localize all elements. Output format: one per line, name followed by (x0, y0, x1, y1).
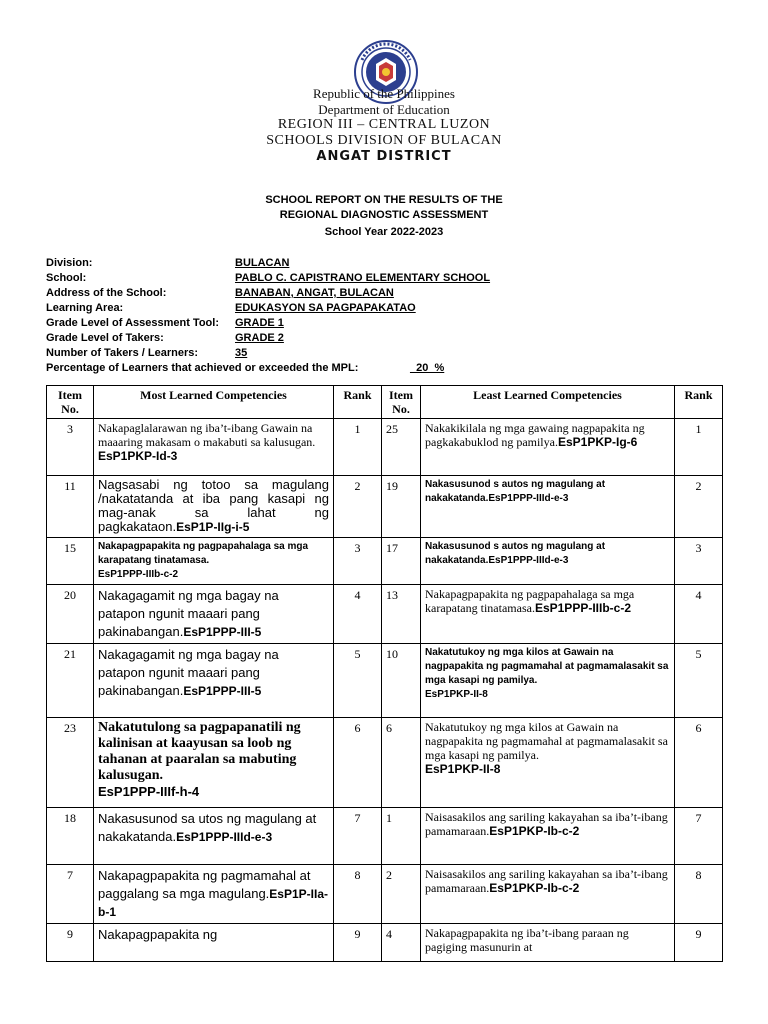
rank: 3 (334, 538, 382, 585)
rank: 4 (334, 585, 382, 644)
table-row (47, 585, 723, 644)
header-country: Republic of the Philippines (313, 86, 455, 101)
item-no: 19 (382, 476, 421, 538)
competency-code: EsP1PPP-IIIb-c-2 (534, 601, 631, 615)
competency-code: EsP1PPP-IIId-e-3 (488, 493, 569, 504)
item-no: 13 (382, 585, 421, 644)
rank: 7 (675, 808, 723, 865)
competency-text: Nakatutukoy ng mga kilos at Gawain na nagpapakita ng pagmamahal at pagmamalasakit sa mga kasapi ng pamilya. (425, 720, 668, 762)
competency-text: Nakapagpapakita ng iba’t-ibang paraan ng pagiging masunurin at (425, 926, 629, 954)
info-value: BANABAN, ANGAT, BULACAN (235, 287, 394, 299)
competency-text: Nakasusunod s autos ng magulang at nakakatanda. (425, 479, 606, 504)
item-no: 15 (47, 538, 94, 585)
most-learned-cell (94, 718, 334, 808)
most-learned-cell (94, 585, 334, 644)
most-learned-cell (94, 924, 334, 962)
info-row-address (46, 286, 746, 301)
header-item-no-2: Item No. (382, 386, 421, 419)
least-learned-cell (421, 419, 675, 476)
competency-text: Nakatutukoy ng mga kilos at Gawain na nagpapakita ng pagmamahal at pagmamalasakit sa mga kasapi ng pamilya. (425, 647, 669, 686)
info-label: Address of the School: (46, 287, 167, 299)
rank: 2 (334, 476, 382, 538)
info-label: School: (46, 272, 87, 284)
rank: 9 (675, 924, 723, 962)
info-row-division (46, 256, 746, 271)
most-learned-cell (94, 476, 334, 538)
most-learned-cell (94, 865, 334, 924)
header-region: REGION III – CENTRAL LUZON (277, 117, 491, 132)
item-no: 7 (47, 865, 94, 924)
rank: 7 (334, 808, 382, 865)
least-learned-cell (421, 924, 675, 962)
competencies-table (46, 385, 723, 962)
competency-text: Nakatutulong sa pagpapanatili ng kalinisan at kaayusan sa loob ng tahanan at paaralan sa mabuting kalusugan. (98, 720, 301, 783)
most-learned-cell (94, 808, 334, 865)
competency-code: EsP1PPP-III-5 (183, 684, 262, 698)
info-value: GRADE 1 (235, 317, 284, 329)
competency-code: EsP1PPP-IIId-e-3 (488, 555, 569, 566)
table-row (47, 538, 723, 585)
rank: 1 (334, 419, 382, 476)
competency-text: Nakapagpapakita ng pagpapahalaga sa mga karapatang tinatamasa. (425, 587, 635, 615)
most-learned-cell (94, 644, 334, 718)
item-no: 9 (47, 924, 94, 962)
competency-code: EsP1PKP-Id-3 (98, 449, 178, 463)
table-row (47, 865, 723, 924)
most-learned-cell (94, 419, 334, 476)
rank: 8 (675, 865, 723, 924)
table-row (47, 808, 723, 865)
least-learned-cell (421, 808, 675, 865)
table-row (47, 644, 723, 718)
info-row-mpl (46, 361, 746, 376)
report-title-line3: School Year 2022-2023 (324, 226, 444, 238)
competency-code: EsP1PKP-Ig-6 (557, 435, 638, 449)
item-no: 25 (382, 419, 421, 476)
item-no: 6 (382, 718, 421, 808)
header-district: ANGAT DISTRICT (316, 149, 452, 164)
info-value: BULACAN (235, 257, 290, 269)
rank: 1 (675, 419, 723, 476)
item-no: 18 (47, 808, 94, 865)
info-value: 35 (235, 347, 248, 359)
header-division: SCHOOLS DIVISION OF BULACAN (266, 133, 502, 148)
competency-code: EsP1P-IIg-i-5 (176, 520, 250, 534)
table-row (47, 718, 723, 808)
competency-code: EsP1PKP-II-8 (425, 689, 488, 700)
competency-code: EsP1PKP-Ib-c-2 (489, 881, 580, 895)
rank: 5 (334, 644, 382, 718)
info-label: Learning Area: (46, 302, 124, 314)
item-no: 4 (382, 924, 421, 962)
competency-text: Naisasakilos ang sariling kakayahan sa iba’t-ibang pamamaraan. (425, 810, 668, 838)
competency-code: EsP1PKP-II-8 (425, 762, 501, 776)
info-label: Grade Level of Takers: (46, 332, 164, 344)
header-item-no: Item No. (47, 386, 94, 419)
competency-code: EsP1P-IIa-b-1 (98, 887, 328, 919)
most-learned-cell (94, 538, 334, 585)
competency-text: Nakapagpapakita ng pagpapahalaga sa mga karapatang tinatamasa. (98, 541, 309, 566)
competency-code: EsP1PKP-Ib-c-2 (489, 824, 580, 838)
info-label: Number of Takers / Learners: (46, 347, 199, 359)
competency-text: Nakapagpapakita ng pagmamahal at paggalang sa mga magulang. (98, 868, 311, 901)
header-most-learned: Most Learned Competencies (94, 386, 334, 419)
rank: 5 (675, 644, 723, 718)
header-rank-2: Rank (675, 386, 723, 419)
info-row-takers-grade (46, 331, 746, 346)
competency-text: Nagsasabi ng totoo sa magulang /nakatatanda at iba pang kasapi ng mag-anak sa lahat ng pagkakataon. (98, 477, 329, 534)
school-info (46, 256, 746, 376)
least-learned-cell (421, 538, 675, 585)
least-learned-cell (421, 865, 675, 924)
item-no: 21 (47, 644, 94, 718)
table-row (47, 924, 723, 962)
info-value: EDUKASYON SA PAGPAPAKATAO (235, 302, 416, 314)
header-rank: Rank (334, 386, 382, 419)
item-no: 23 (47, 718, 94, 808)
item-no: 2 (382, 865, 421, 924)
report-title-line2: REGIONAL DIAGNOSTIC ASSESSMENT (279, 209, 489, 221)
competency-code: EsP1PPP-IIIf-h-4 (98, 784, 200, 799)
competency-text: Nakakikilala ng mga gawaing nagpapakita ng pagkakabuklod ng pamilya. (425, 421, 645, 449)
least-learned-cell (421, 718, 675, 808)
item-no: 11 (47, 476, 94, 538)
rank: 4 (675, 585, 723, 644)
competency-code: EsP1PPP-IIId-e-3 (176, 830, 273, 844)
info-label: Division: (46, 257, 93, 269)
table-row (47, 419, 723, 476)
info-value: _20_% (410, 362, 445, 374)
report-title-line1: SCHOOL REPORT ON THE RESULTS OF THE (265, 194, 503, 206)
rank: 6 (675, 718, 723, 808)
competency-text: Nakasusunod sa utos ng magulang at nakakatanda. (98, 811, 317, 844)
competency-code: EsP1PPP-IIIb-c-2 (98, 569, 179, 580)
item-no: 20 (47, 585, 94, 644)
rank: 9 (334, 924, 382, 962)
info-value: GRADE 2 (235, 332, 284, 344)
competency-text: Naisasakilos ang sariling kakayahan sa iba’t-ibang pamamaraan. (425, 867, 668, 895)
info-value: PABLO C. CAPISTRANO ELEMENTARY SCHOOL (235, 272, 491, 284)
competency-text: Nakapaglalarawan ng iba’t-ibang Gawain na maaaring makasam o makabuti sa kalusugan. (98, 421, 316, 449)
item-no: 17 (382, 538, 421, 585)
least-learned-cell (421, 476, 675, 538)
info-row-school (46, 271, 746, 286)
competency-text: Nakasusunod s autos ng magulang at nakakatanda. (425, 541, 606, 566)
competency-code: EsP1PPP-III-5 (183, 625, 262, 639)
header-department: Department of Education (318, 102, 450, 117)
least-learned-cell (421, 644, 675, 718)
item-no: 1 (382, 808, 421, 865)
info-label: Percentage of Learners that achieved or exceeded the MPL: (46, 362, 359, 374)
least-learned-cell (421, 585, 675, 644)
info-row-learning-area (46, 301, 746, 316)
item-no: 3 (47, 419, 94, 476)
item-no: 10 (382, 644, 421, 718)
header-least-learned: Least Learned Competencies (421, 386, 675, 419)
table-row (47, 476, 723, 538)
rank: 6 (334, 718, 382, 808)
table-header-row (47, 386, 723, 419)
rank: 8 (334, 865, 382, 924)
rank: 3 (675, 538, 723, 585)
competency-text: Nakagagamit ng mga bagay na patapon ngunit maaari pang pakinabangan. (98, 588, 279, 639)
info-row-assessment-grade (46, 316, 746, 331)
rank: 2 (675, 476, 723, 538)
competency-text: Nakagagamit ng mga bagay na patapon ngunit maaari pang pakinabangan. (98, 647, 279, 698)
info-label: Grade Level of Assessment Tool: (46, 317, 219, 329)
info-row-takers-count (46, 346, 746, 361)
competency-text: Nakapagpapakita ng (98, 927, 218, 942)
